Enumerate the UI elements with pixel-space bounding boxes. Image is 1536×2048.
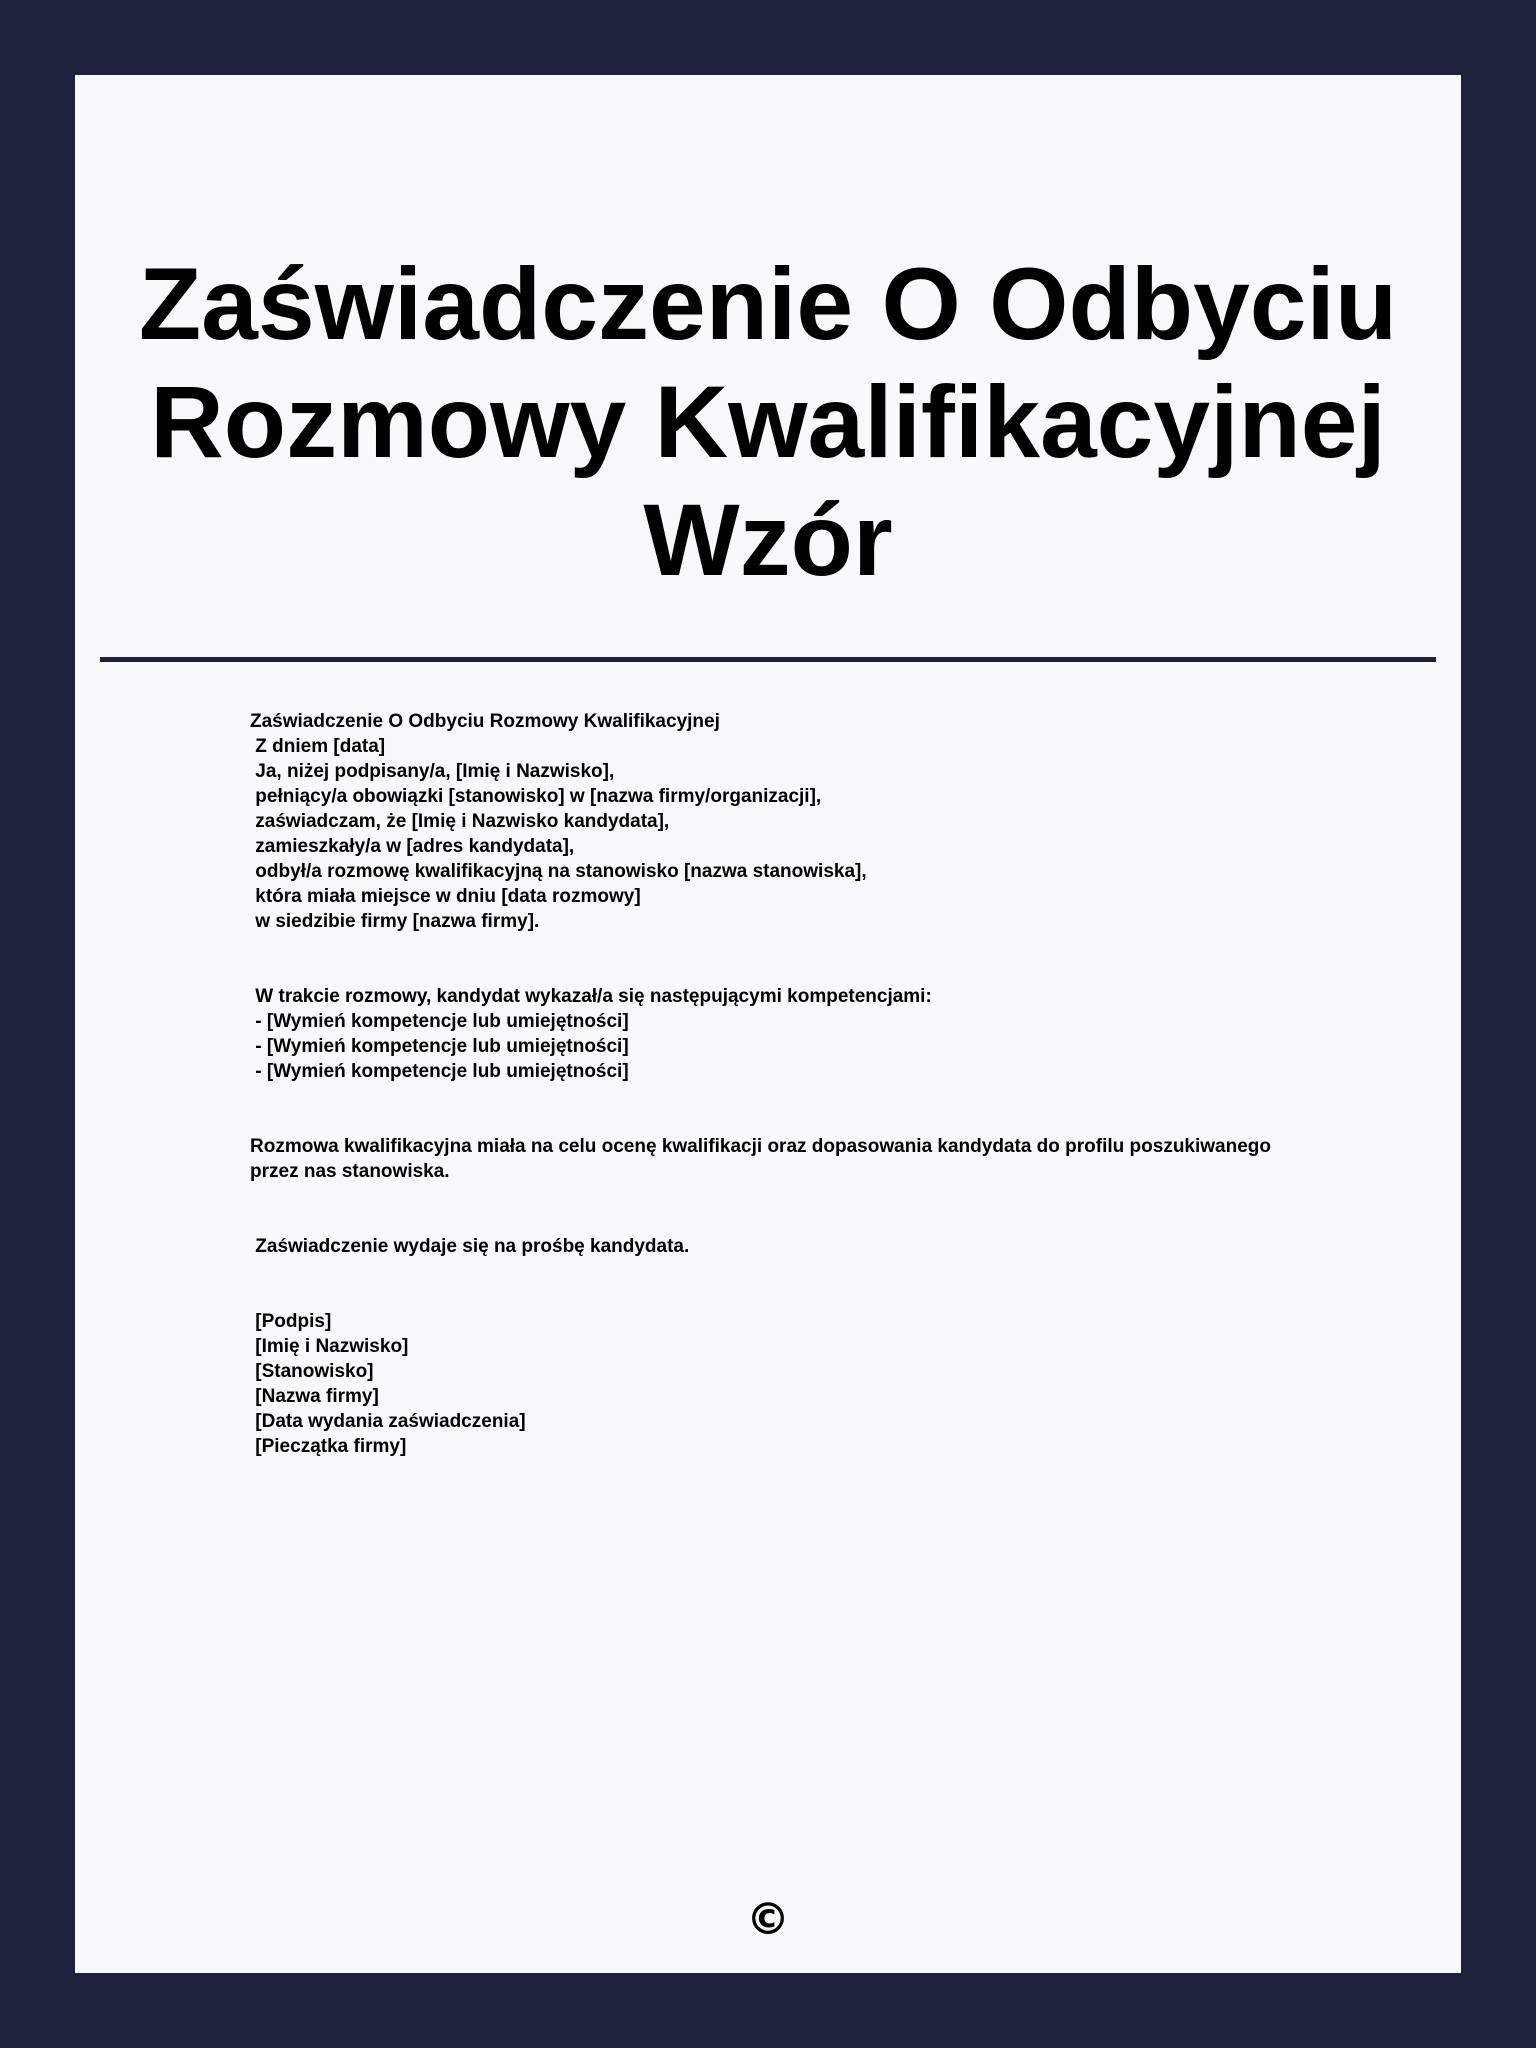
body-line: w siedzibie firmy [nazwa firmy]. — [250, 911, 540, 932]
competency-item: - [Wymień kompetencje lub umiejętności] — [250, 1011, 629, 1032]
signature-line: [Nazwa firmy] — [250, 1386, 379, 1407]
blank-line — [250, 1184, 1300, 1209]
blank-line — [250, 1209, 1300, 1234]
body-line: Z dniem [data] — [250, 736, 386, 757]
signature-line: [Pieczątka firmy] — [250, 1436, 407, 1457]
certificate-body — [250, 709, 1300, 1459]
body-line: zaświadczam, że [Imię i Nazwisko kandydata], — [250, 811, 670, 832]
signature-line: [Stanowisko] — [250, 1361, 374, 1382]
copyright-icon: © — [746, 1894, 790, 1945]
body-line: Zaświadczenie O Odbyciu Rozmowy Kwalifikacyjnej — [250, 711, 720, 732]
body-line: odbył/a rozmowę kwalifikacyjną na stanowisko [nazwa stanowiska], — [250, 861, 867, 882]
blank-line — [250, 1259, 1300, 1284]
body-line: zamieszkały/a w [adres kandydata], — [250, 836, 575, 857]
purpose-paragraph: Rozmowa kwalifikacyjna miała na celu ocenę kwalifikacji oraz dopasowania kandydata do profilu poszukiwanego przez nas stanowiska. — [250, 1136, 1272, 1182]
body-line: W trakcie rozmowy, kandydat wykazał/a się następującymi kompetencjami: — [250, 986, 932, 1007]
competency-item: - [Wymień kompetencje lub umiejętności] — [250, 1061, 629, 1082]
blank-line — [250, 1084, 1300, 1109]
blank-line — [250, 959, 1300, 984]
document-title: Zaświadczenie O Odbyciu Rozmowy Kwalifikacyjnej Wzór — [138, 247, 1398, 597]
competency-item: - [Wymień kompetencje lub umiejętności] — [250, 1036, 629, 1057]
signature-line: [Imię i Nazwisko] — [250, 1336, 409, 1357]
body-line: pełniący/a obowiązki [stanowisko] w [nazwa firmy/organizacji], — [250, 786, 822, 807]
signature-line: [Podpis] — [250, 1311, 332, 1332]
body-line: która miała miejsce w dniu [data rozmowy] — [250, 886, 641, 907]
document-page — [75, 75, 1461, 1973]
blank-line — [250, 1284, 1300, 1309]
blank-line — [250, 934, 1300, 959]
body-line: Zaświadczenie wydaje się na prośbę kandydata. — [250, 1236, 690, 1257]
blank-line — [250, 1109, 1300, 1134]
body-line: Ja, niżej podpisany/a, [Imię i Nazwisko], — [250, 761, 615, 782]
title-divider — [100, 657, 1436, 662]
signature-line: [Data wydania zaświadczenia] — [250, 1411, 526, 1432]
